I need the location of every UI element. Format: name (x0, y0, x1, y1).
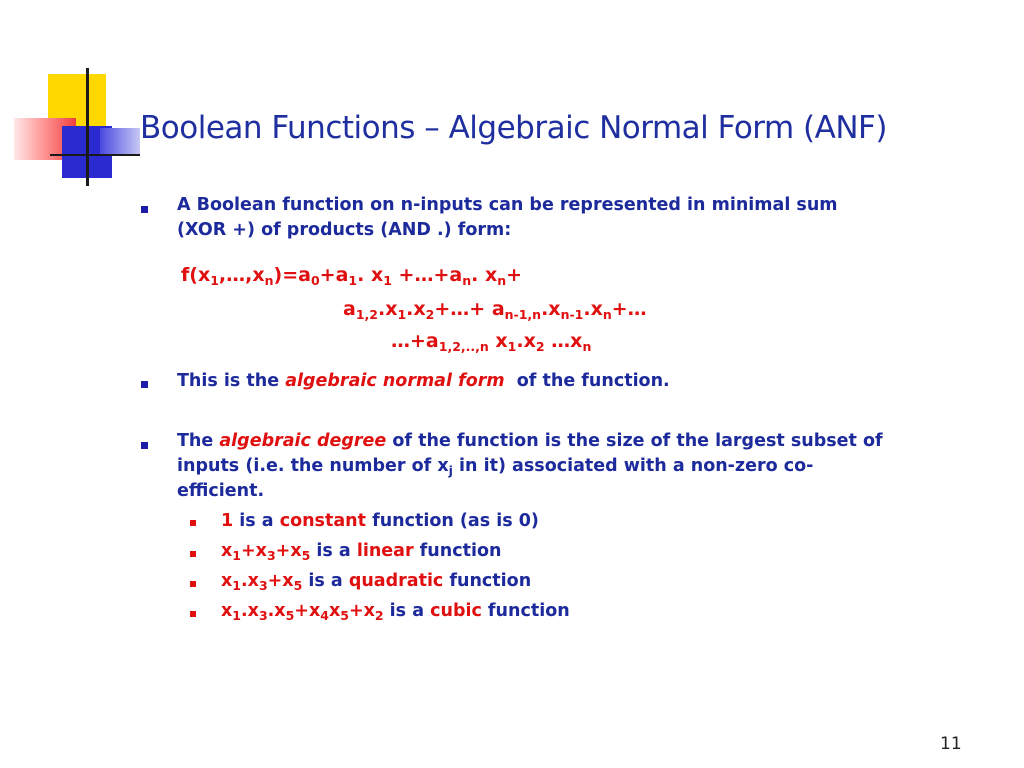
example-constant: 1 is a constant function (as is 0) (221, 511, 539, 531)
bullet-1-line-2: (XOR +) of products (AND .) form: (177, 220, 512, 240)
bullet-3-line-3: efficient. (177, 481, 265, 501)
slide-title: Boolean Functions – Algebraic Normal Form (ANF) (140, 110, 887, 146)
formula-line-2: $a_{1,2}.x_1.x_2+\dots+$ $a_{n-1,n}.x_{n-1}.x_n+\dots$ (343, 298, 647, 322)
vertical-line (86, 68, 89, 186)
page-number: 11 (940, 734, 962, 754)
formula-line-3: $\dots+a_{1,2,..,n}$ $x_1.x_2$ $\dots x_n$ (391, 330, 592, 354)
bullet-3-line-1: The algebraic degree of the function is the size of the largest subset of (177, 431, 883, 451)
sub-bullet-marker (190, 551, 196, 557)
formula-line-1: $f(x_1,\dots,x_n)=a_0+a_1$. $x_1$ $+\dots+a_n$. $x_n+$ (181, 264, 523, 288)
example-cubic: $x_1.x_3.x_5+x_4x_5+x_2$ is a cubic function (221, 601, 570, 623)
bullet-2: This is the algebraic normal form of the function. (177, 371, 670, 391)
bullet-3-line-2: inputs (i.e. the number of $x_j$ in it) associated with a non-zero co- (177, 456, 814, 478)
blue-gradient-bar (100, 128, 140, 156)
sub-bullet-marker (190, 611, 196, 617)
bullet-marker (141, 381, 148, 388)
example-quadratic: $x_1.x_3+x_5$ is a quadratic function (221, 571, 532, 593)
bullet-marker (141, 442, 148, 449)
corner-decoration (0, 0, 140, 190)
sub-bullet-marker (190, 581, 196, 587)
bullet-1-line-1: A Boolean function on n-inputs can be represented in minimal sum (177, 195, 838, 215)
anf-term: algebraic normal form (285, 371, 505, 391)
example-linear: $x_1+x_3+x_5$ is a linear function (221, 541, 502, 563)
sub-bullet-marker (190, 520, 196, 526)
horizontal-line (50, 154, 140, 156)
bullet-marker (141, 206, 148, 213)
algebraic-degree-term: algebraic degree (219, 431, 387, 451)
